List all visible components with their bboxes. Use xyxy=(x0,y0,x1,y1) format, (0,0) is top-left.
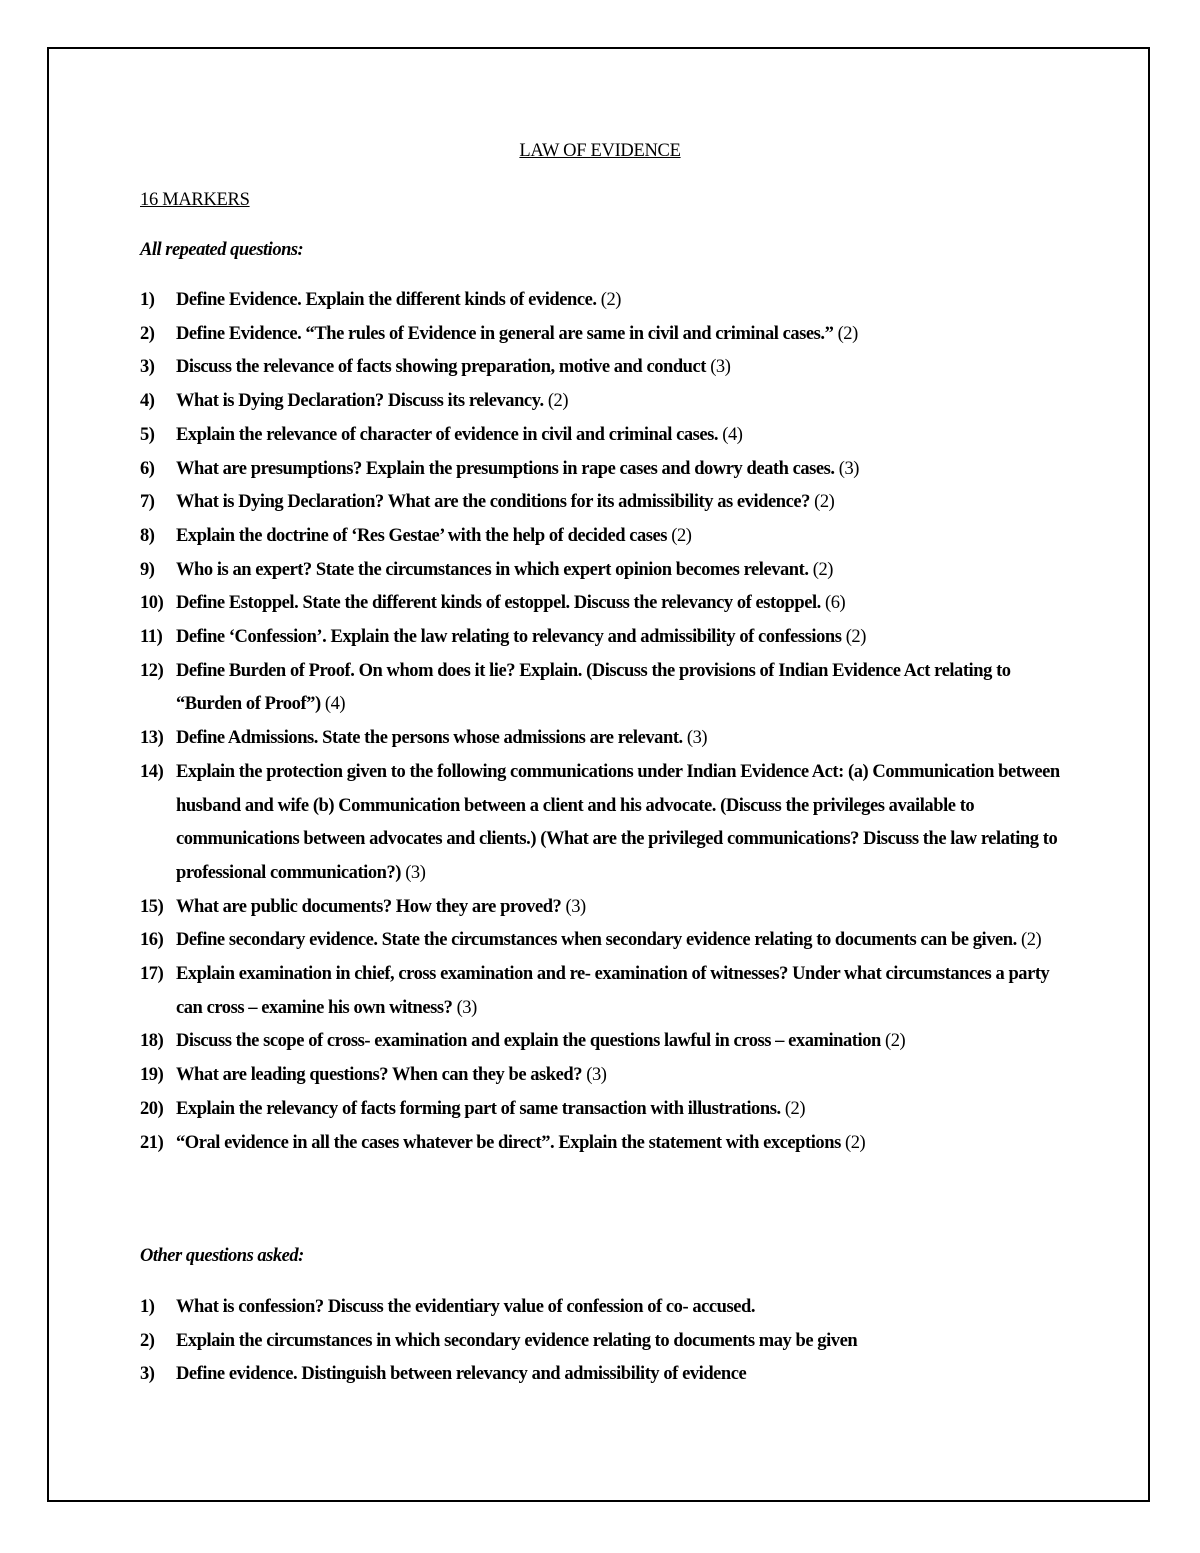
question-text: Define ‘Confession’. Explain the law relating to relevancy and admissibility of confessions xyxy=(176,627,842,648)
repeated-questions-heading: All repeated questions: xyxy=(140,240,304,260)
question-text: Explain examination in chief, cross examination and re- examination of witnesses? Under what circumstances a party can cross – examine his own witness? xyxy=(176,964,1050,1018)
question-text: Define Admissions. State the persons whose admissions are relevant. xyxy=(176,728,683,749)
question-text: What are leading questions? When can they be asked? xyxy=(176,1065,583,1086)
question-marks: (6) xyxy=(825,593,846,614)
question-text-wrapper xyxy=(176,1127,1060,1161)
question-text-wrapper xyxy=(176,1291,1060,1325)
question-item xyxy=(140,958,1060,1025)
question-marks: (2) xyxy=(845,1132,866,1153)
question-number: 7) xyxy=(140,492,155,513)
question-marks: (3) xyxy=(456,997,477,1018)
question-marks: (2) xyxy=(547,391,569,412)
question-item xyxy=(140,520,1060,554)
question-text-wrapper xyxy=(176,351,1060,385)
question-text: What is Dying Declaration? What are the conditions for its admissibility as evidence? xyxy=(176,492,810,513)
question-text-wrapper xyxy=(176,1325,1060,1359)
question-item xyxy=(140,1093,1060,1127)
question-text-wrapper xyxy=(176,486,1060,520)
question-number: 1) xyxy=(140,290,155,310)
question-number: 3) xyxy=(140,1364,155,1385)
question-item xyxy=(140,1025,1060,1059)
question-marks: (2) xyxy=(671,525,692,546)
question-marks: (3) xyxy=(838,458,860,479)
question-text-wrapper xyxy=(176,1093,1060,1127)
question-item xyxy=(140,351,1060,385)
question-item xyxy=(140,621,1060,655)
question-number: 13) xyxy=(140,728,164,749)
question-item xyxy=(140,924,1060,958)
question-number: 8) xyxy=(140,525,155,546)
question-item xyxy=(140,385,1060,419)
question-marks: (2) xyxy=(812,559,833,580)
question-text: What are public documents? How they are proved? xyxy=(176,896,562,917)
question-text-wrapper xyxy=(176,621,1060,655)
question-number: 4) xyxy=(140,391,155,412)
question-marks: (3) xyxy=(686,728,708,749)
question-marks: (2) xyxy=(814,492,835,513)
question-text-wrapper xyxy=(176,1358,1060,1392)
question-text-wrapper xyxy=(176,1059,1060,1093)
question-text: Define Evidence. “The rules of Evidence in general are same in civil and criminal cases.” xyxy=(176,323,834,344)
other-questions-heading: Other questions asked: xyxy=(140,1246,304,1266)
question-text: Explain the circumstances in which secondary evidence relating to documents may be given xyxy=(176,1330,858,1351)
question-item xyxy=(140,284,1060,318)
question-text-wrapper xyxy=(176,655,1060,722)
question-text: What are presumptions? Explain the presumptions in rape cases and dowry death cases. xyxy=(176,458,835,479)
question-text: Discuss the relevance of facts showing preparation, motive and conduct xyxy=(176,357,706,378)
question-item xyxy=(140,1059,1060,1093)
question-text-wrapper xyxy=(176,891,1060,925)
question-number: 5) xyxy=(140,424,155,445)
question-item xyxy=(140,655,1060,722)
question-marks: (4) xyxy=(324,694,346,715)
question-number: 1) xyxy=(140,1297,155,1317)
question-number: 3) xyxy=(140,357,155,378)
question-number: 12) xyxy=(140,660,164,681)
question-number: 9) xyxy=(140,559,155,580)
question-number: 17) xyxy=(140,964,164,985)
question-marks: (3) xyxy=(565,896,586,917)
question-text-wrapper xyxy=(176,958,1060,1025)
question-text: Explain the doctrine of ‘Res Gestae’ with the help of decided cases xyxy=(176,525,668,546)
question-item xyxy=(140,891,1060,925)
question-item xyxy=(140,486,1060,520)
question-item xyxy=(140,1127,1060,1161)
question-text: Explain the relevance of character of evidence in civil and criminal cases. xyxy=(176,424,719,445)
question-number: 11) xyxy=(140,627,163,648)
question-marks: (2) xyxy=(845,627,866,648)
question-text: Define Evidence. Explain the different kinds of evidence. xyxy=(176,290,597,310)
question-text: Discuss the scope of cross- examination and explain the questions lawful in cross – examination xyxy=(176,1031,881,1052)
question-text: Who is an expert? State the circumstances in which expert opinion becomes relevant. xyxy=(176,559,809,580)
question-text: What is confession? Discuss the evidentiary value of confession of co- accused. xyxy=(176,1297,756,1317)
question-text-wrapper xyxy=(176,520,1060,554)
question-number: 14) xyxy=(140,761,164,782)
document-title: LAW OF EVIDENCE xyxy=(519,141,681,161)
question-text-wrapper xyxy=(176,385,1060,419)
question-text-wrapper xyxy=(176,924,1060,958)
question-number: 10) xyxy=(140,593,164,614)
question-marks: (3) xyxy=(710,357,731,378)
question-marks: (3) xyxy=(405,862,426,883)
question-marks: (4) xyxy=(722,424,743,445)
question-text: What is Dying Declaration? Discuss its relevancy. xyxy=(176,391,544,412)
question-text: “Oral evidence in all the cases whatever be direct”. Explain the statement with exceptions xyxy=(176,1132,841,1153)
question-marks: (3) xyxy=(586,1065,607,1086)
question-item xyxy=(140,1358,1060,1392)
repeated-questions-list xyxy=(140,284,1060,1160)
question-marks: (2) xyxy=(885,1031,906,1052)
question-text-wrapper xyxy=(176,284,1060,318)
question-item xyxy=(140,587,1060,621)
question-number: 19) xyxy=(140,1065,164,1086)
question-number: 2) xyxy=(140,323,155,344)
question-item xyxy=(140,722,1060,756)
question-number: 18) xyxy=(140,1031,164,1052)
question-text-wrapper xyxy=(176,554,1060,588)
question-item xyxy=(140,554,1060,588)
question-text-wrapper xyxy=(176,419,1060,453)
question-number: 6) xyxy=(140,458,155,479)
question-text-wrapper xyxy=(176,318,1060,352)
question-text-wrapper xyxy=(176,453,1060,487)
question-text-wrapper xyxy=(176,1025,1060,1059)
question-text: Define evidence. Distinguish between relevancy and admissibility of evidence xyxy=(176,1364,747,1385)
question-text: Define Burden of Proof. On whom does it lie? Explain. (Discuss the provisions of Indian Evidence Act relating to “Burden of Proof”) xyxy=(176,660,1011,715)
question-item xyxy=(140,318,1060,352)
other-questions-list xyxy=(140,1291,1060,1392)
question-number: 20) xyxy=(140,1098,164,1119)
question-item xyxy=(140,1291,1060,1325)
question-text: Explain the protection given to the following communications under Indian Evidence Act: (a) Communication between husband and wife (b) Communication between a client and his advocate. (Discuss the privileges available to communications between advocates and clients.) (What are the privileged communications? Discuss the law relating to professional communication?) xyxy=(176,761,1060,883)
question-text-wrapper xyxy=(176,722,1060,756)
question-item xyxy=(140,1325,1060,1359)
question-text-wrapper xyxy=(176,756,1060,891)
question-item xyxy=(140,419,1060,453)
question-number: 15) xyxy=(140,896,164,917)
question-text: Define secondary evidence. State the circumstances when secondary evidence relating to documents can be given. xyxy=(176,930,1017,951)
document-subtitle: 16 MARKERS xyxy=(140,190,250,210)
question-text: Define Estoppel. State the different kinds of estoppel. Discuss the relevancy of estoppel. xyxy=(176,593,821,614)
question-item xyxy=(140,756,1060,891)
question-number: 16) xyxy=(140,930,164,951)
question-marks: (2) xyxy=(600,290,621,310)
question-marks: (2) xyxy=(837,323,858,344)
question-marks: (2) xyxy=(784,1098,806,1119)
question-text-wrapper xyxy=(176,587,1060,621)
question-text: Explain the relevancy of facts forming part of same transaction with illustrations. xyxy=(176,1098,781,1119)
question-item xyxy=(140,453,1060,487)
question-number: 2) xyxy=(140,1330,155,1351)
question-number: 21) xyxy=(140,1132,164,1153)
question-marks: (2) xyxy=(1020,930,1042,951)
